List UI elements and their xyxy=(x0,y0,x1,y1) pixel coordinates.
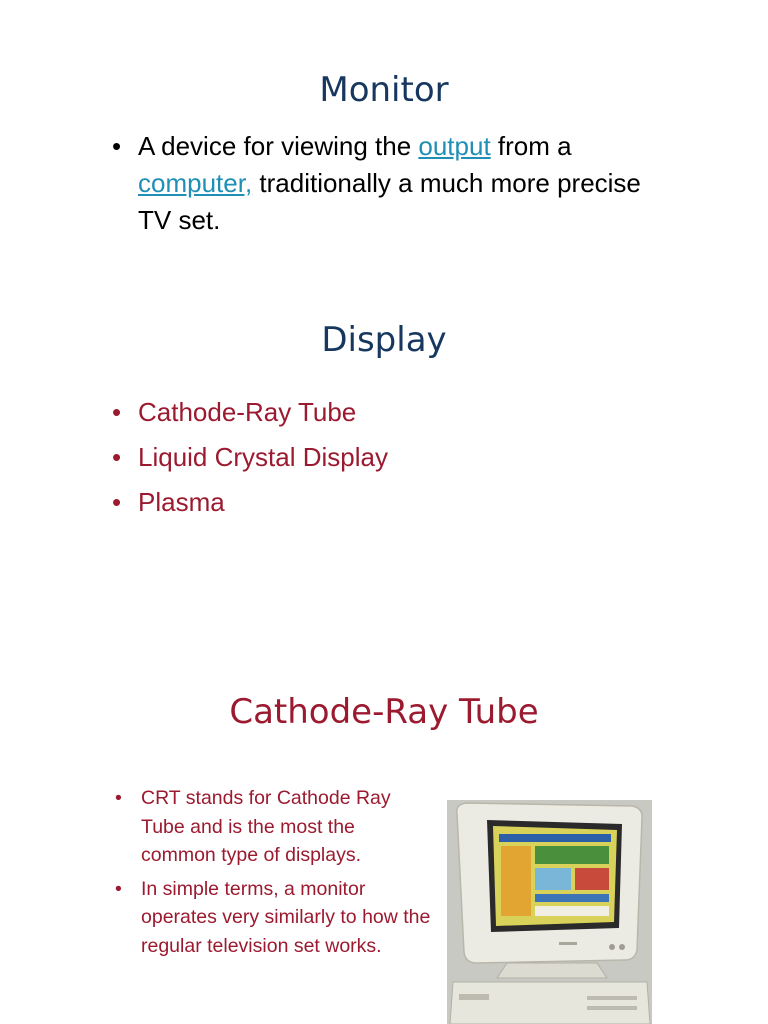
list-item-label: Liquid Crystal Display xyxy=(138,442,388,472)
list-item-text: CRT stands for Cathode Ray Tube and is the most the common type of displays. xyxy=(141,787,391,866)
list-item xyxy=(115,875,431,961)
slide1-bullet xyxy=(112,128,658,239)
list-item xyxy=(112,395,638,440)
bullet-dot: • xyxy=(115,877,122,900)
bullet-text-mid: from a xyxy=(490,131,572,161)
list-item xyxy=(112,485,638,530)
slide1-title: Monitor xyxy=(319,70,449,110)
bullet-dot: • xyxy=(112,487,122,517)
output-link[interactable]: output xyxy=(418,131,491,161)
bullet-dot: • xyxy=(112,442,122,472)
list-item xyxy=(115,784,431,870)
bullet-dot: • xyxy=(112,131,122,161)
bullet-dot: • xyxy=(112,397,122,427)
bullet-text-pre: A device for viewing the xyxy=(138,131,419,161)
slide3-bullet-list xyxy=(115,784,431,965)
slide3-title: Cathode-Ray Tube xyxy=(229,692,539,732)
slide2-title: Display xyxy=(321,320,447,360)
slide1-bullet-list xyxy=(112,128,658,239)
list-item-label: Cathode-Ray Tube xyxy=(138,397,357,427)
slide2-bullet-list xyxy=(112,395,638,530)
computer-link[interactable]: computer, xyxy=(138,168,253,198)
bullet-dot: • xyxy=(115,787,122,809)
bullet-text-post: traditionally a much more precise TV set. xyxy=(138,168,641,235)
list-item xyxy=(112,440,638,485)
crt-monitor-image xyxy=(447,800,652,1024)
list-item-label: Plasma xyxy=(138,487,225,517)
list-item-text: In simple terms, a monitor operates very similarly to how the regular television set works. xyxy=(141,877,431,957)
